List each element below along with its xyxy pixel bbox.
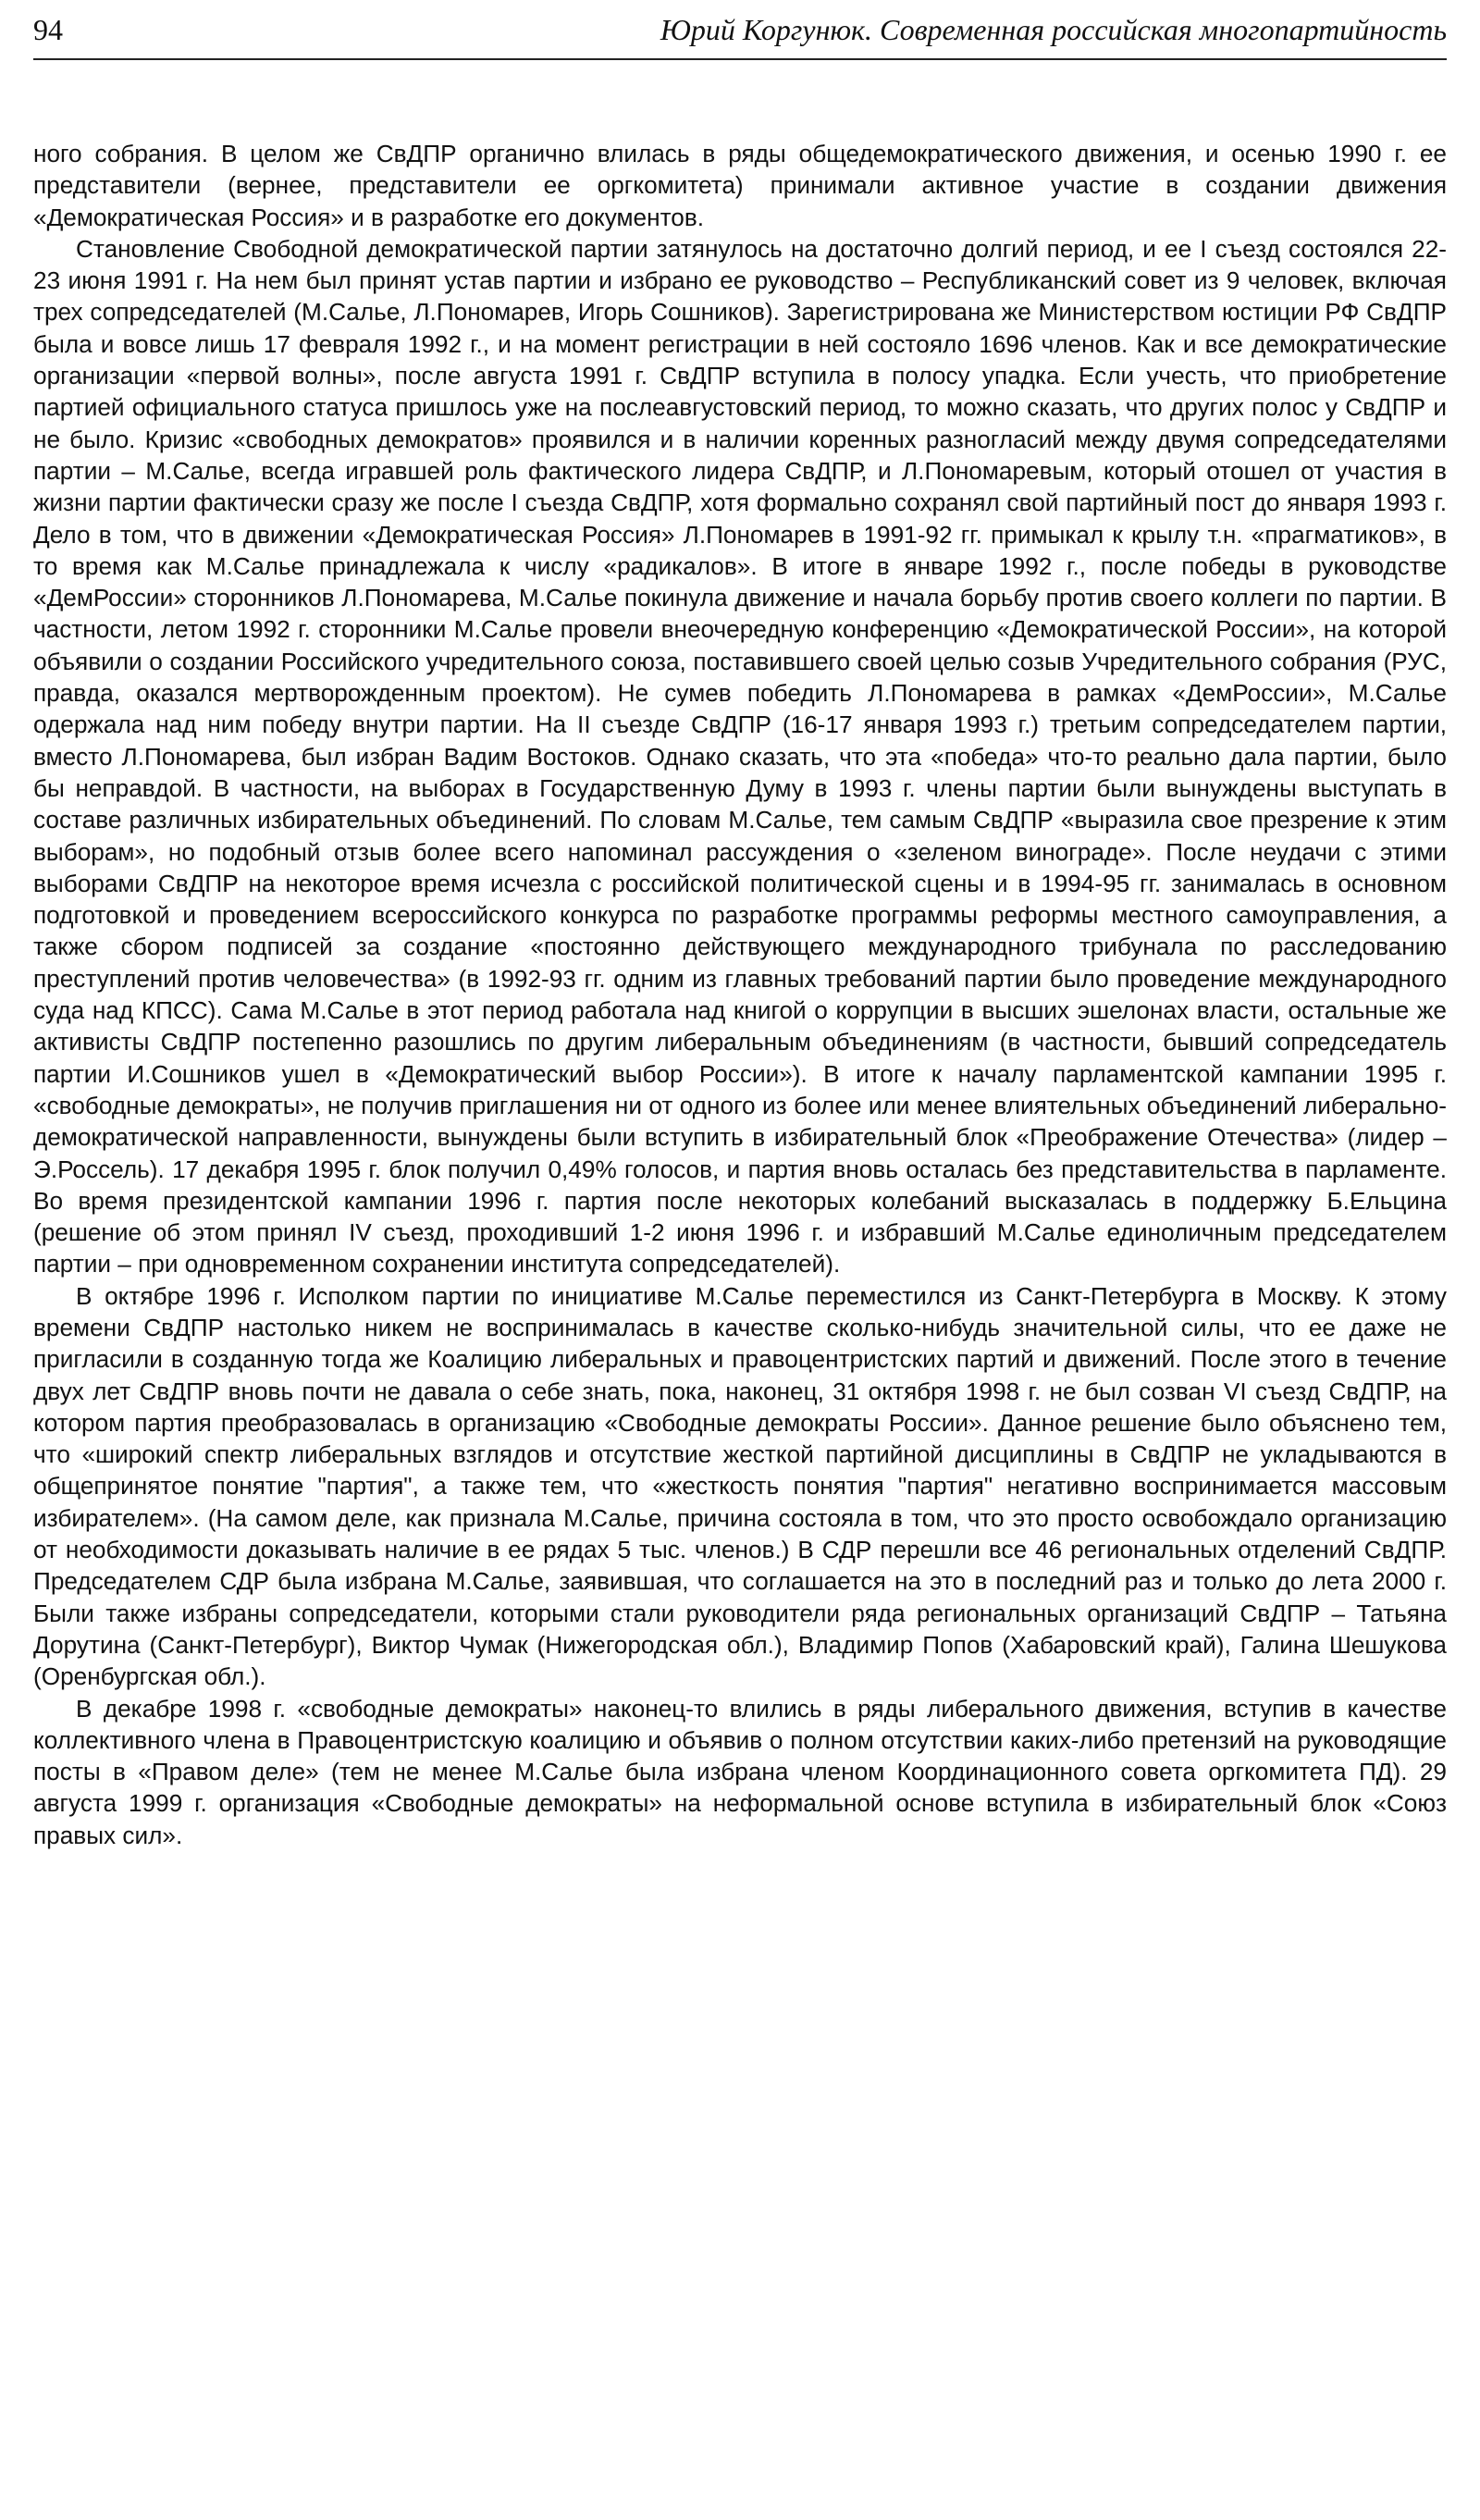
paragraph: ного собрания. В целом же СвДПР органично влилась в ряды общедемократического движения, и осенью 1990 г. ее представители (вернее, представители ее оргкомитета) принимали активное участие в создании движения «Демократическая Россия» и в разработке его документов.: [33, 140, 1447, 231]
paragraph: В октябре 1996 г. Исполком партии по инициативе М.Салье переместился из Санкт-Петербурга в Москву. К этому времени СвДПР настолько никем не воспринималась в качестве сколько-нибудь значительной силы, что ее даже не пригласили в созданную тогда же Коалицию либеральных и правоцентристских партий и движений. После этого в течение двух лет СвДПР вновь почти не давала о себе знать, пока, наконец, 31 октября 1998 г. не был созван VI съезд СвДПР, на котором партия преобразовалась в организацию «Свободные демократы России». Данное решение было объяснено тем, что «широкий спектр либеральных взглядов и отсутствие жесткой партийной дисциплины в СвДПР не укладываются в общепринятое понятие "партия", а также тем, что «жесткость понятия "партия" негативно воспринимается массовым избирателем». (На самом деле, как признала М.Салье, причина состояла в том, что это просто освобождало организацию от необходимости доказывать наличие в ее рядах 5 тыс. членов.) В СДР перешли все 46 региональных отделений СвДПР. Председателем СДР была избрана М.Салье, заявившая, что соглашается на это в последний раз и только до лета 2000 г. Были также избраны сопредседатели, которыми стали руководители ряда региональных организаций СвДПР – Татьяна Дорутина (Санкт-Петербург), Виктор Чумак (Нижегородская обл.), Владимир Попов (Хабаровский край), Галина Шешукова (Оренбургская обл.).: [33, 1281, 1447, 1691]
paragraph: В декабре 1998 г. «свободные демократы» наконец-то влились в ряды либерального движения, вступив в качестве коллективного члена в Правоцентристскую коалицию и объявив о полном отсутствии каких-либо претензий на руководящие посты в «Правом деле» (тем не менее М.Салье была избрана членом Координационного совета оргкомитета ПД). 29 августа 1999 г. организация «Свободные демократы» на неформальной основе вступила в избирательный блок «Союз правых сил».: [33, 1694, 1447, 1849]
page: [33, 0, 1447, 1851]
running-title: Юрий Коргунюк. Современная российская многопартийность: [660, 13, 1447, 46]
paragraph: Становление Свободной демократической партии затянулось на достаточно долгий период, и ее I съезд состоялся 22-23 июня 1991 г. На нем был принят устав партии и избрано ее руководство – Республиканский совет из 9 человек, включая трех сопредседателей (М.Салье, Л.Пономарев, Игорь Сошников). Зарегистрирована же Министерством юстиции РФ СвДПР была и вовсе лишь 17 февраля 1992 г., и на момент регистрации в ней состояло 1696 членов. Как и все демократические организации «первой волны», после августа 1991 г. СвДПР вступила в полосу упадка. Если учесть, что приобретение партией официального статуса пришлось уже на послеавгустовский период, то можно сказать, что других полос у СвДПР и не было. Кризис «свободных демократов» проявился и в наличии коренных разногласий между двумя сопредседателями партии – М.Салье, всегда игравшей роль фактического лидера СвДПР, и Л.Пономаревым, который отошел от участия в жизни партии фактически сразу же после I съезда СвДПР, хотя формально сохранял свой партийный пост до января 1993 г. Дело в том, что в движении «Демократическая Россия» Л.Пономарев в 1991-92 гг. примыкал к крылу т.н. «прагматиков», в то время как М.Салье принадлежала к числу «радикалов». В итоге в январе 1992 г., после победы в руководстве «ДемРоссии» сторонников Л.Пономарева, М.Салье покинула движение и начала борьбу против своего коллеги по партии. В частности, летом 1992 г. сторонники М.Салье провели внеочередную конференцию «Демократической России», на которой объявили о создании Российского учредительного союза, поставившего своей целью созыв Учредительного собрания (РУС, правда, оказался мертворожденным проектом). Не сумев победить Л.Пономарева в рамках «ДемРоссии», М.Салье одержала над ним победу внутри партии. На II съезде СвДПР (16-17 января 1993 г.) третьим сопредседателем партии, вместо Л.Пономарева, был избран Вадим Востоков. Однако сказать, что эта «победа» что-то реально дала партии, было бы неправдой. В частности, на выборах в Государственную Думу в 1993 г. члены партии были вынуждены выступать в составе различных избирательных объединений. По словам М.Салье, тем самым СвДПР «выразила свое презрение к этим выборам», но подобный отзыв более всего напоминал рассуждения о «зеленом винограде». После неудачи с этими выборами СвДПР на некоторое время исчезла с российской политической сцены и в 1994-95 гг. занималась в основном подготовкой и проведением всероссийского конкурса по разработке программы реформы местного самоуправления, а также сбором подписей за создание «постоянно действующего международного трибунала по расследованию преступлений против человечества» (в 1992-93 гг. одним из главных требований партии было проведение международного суда над КПСС). Сама М.Салье в этот период работала над книгой о коррупции в высших эшелонах власти, остальные же активисты СвДПР постепенно разошлись по другим либеральным объединениям (в частности, бывший сопредседатель партии И.Сошников ушел в «Демократический выбор России»). В итоге к началу парламентской кампании 1995 г. «свободные демократы», не получив приглашения ни от одного из более или менее влиятельных объединений либерально-демократической направленности, вынуждены были вступить в избирательный блок «Преображение Отечества» (лидер – Э.Россель). 17 декабря 1995 г. блок получил 0,49% голосов, и партия вновь осталась без представительства в парламенте. Во время президентской кампании 1996 г. партия после некоторых колебаний высказалась в поддержку Б.Ельцина (решение об этом принял IV съезд, проходивший 1-2 июня 1996 г. и избравший М.Салье единоличным председателем партии – при одновременном сохранении института сопредседателей).: [33, 234, 1447, 1279]
body-text: [33, 138, 1447, 1851]
page-number: 94: [33, 13, 63, 46]
page-header: [33, 7, 1447, 60]
